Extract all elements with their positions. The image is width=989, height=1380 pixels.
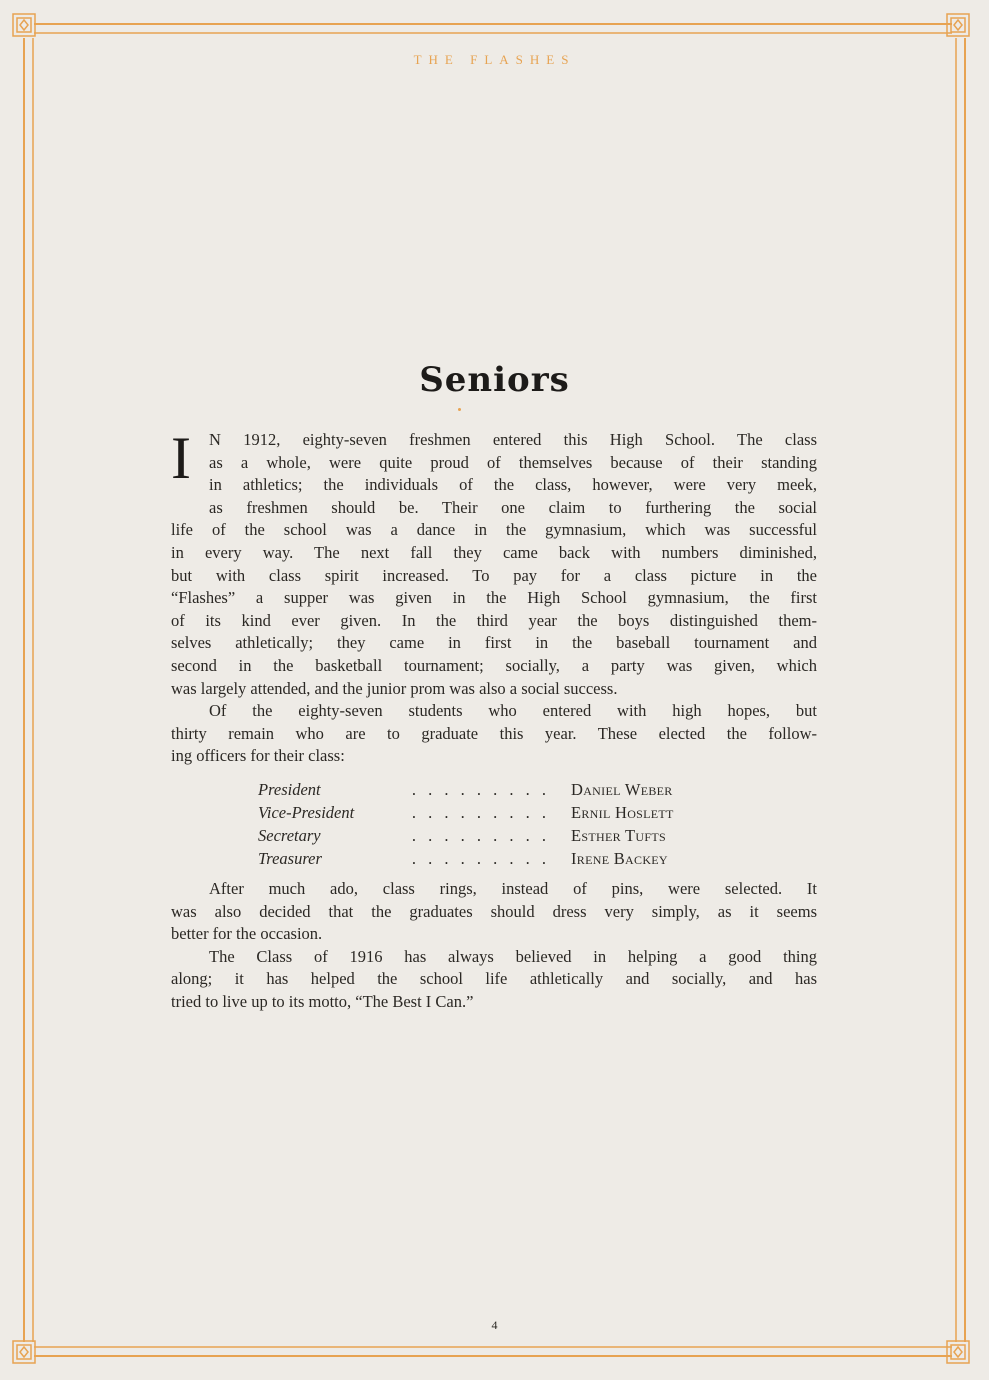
officer-row (258, 778, 718, 801)
leader-dots: . . . . . . . . . (411, 780, 550, 799)
officer-title: Treasurer (258, 849, 322, 868)
drop-cap: I (171, 425, 191, 491)
text-line: in every way. The next fall they came back with numbers diminished, (171, 542, 817, 562)
text-line: tried to live up to its motto, “The Best I Can.” (171, 991, 474, 1011)
text-line: selves athletically; they came in first in the baseball tournament and (171, 633, 817, 653)
corner-ornament-icon (13, 1341, 35, 1363)
text-line: was also decided that the graduates should dress very simply, as it seems (171, 901, 817, 921)
leader-dots: . . . . . . . . . (411, 803, 550, 822)
officer-name: Esther Tufts (571, 826, 666, 845)
corner-ornament-icon (947, 1341, 969, 1363)
text-line: but with class spirit increased. To pay for a class picture in the (171, 565, 817, 585)
page-number: 4 (491, 1318, 498, 1332)
text-line: better for the occasion. (171, 924, 323, 944)
officer-name: Ernil Hoslett (571, 803, 674, 822)
text-line: as freshmen should be. Their one claim to furthering the social (209, 497, 817, 517)
paragraph-intro (171, 425, 817, 768)
officer-title: Secretary (258, 826, 321, 845)
officer-name: Irene Backey (571, 849, 668, 868)
officer-title: Vice-President (258, 803, 355, 822)
text-line: ing officers for their class: (171, 746, 345, 766)
leader-dots: . . . . . . . . . (411, 826, 550, 845)
running-head: THE FLASHES (413, 52, 576, 67)
leader-dots: . . . . . . . . . (411, 849, 550, 868)
text-line: thirty remain who are to graduate this year. These elected the follow- (171, 723, 817, 743)
text-line: of its kind ever given. In the third year the boys distinguished them- (171, 610, 817, 630)
text-line: Of the eighty-seven students who entered with high hopes, but (209, 701, 817, 721)
officer-title: President (258, 780, 321, 799)
officer-row (258, 801, 718, 824)
text-line: life of the school was a dance in the gymnasium, which was successful (171, 520, 817, 540)
officer-row (258, 824, 718, 847)
text-line: in athletics; the individuals of the class, however, were very meek, (209, 475, 817, 495)
paragraph-closing (171, 878, 817, 1014)
text-line: The Class of 1916 has always believed in helping a good thing (209, 946, 817, 966)
corner-ornament-icon (13, 14, 35, 36)
text-line: After much ado, class rings, instead of pins, were selected. It (209, 879, 817, 898)
corner-ornament-icon (947, 14, 969, 36)
officer-row (258, 847, 718, 870)
title-ornament (458, 408, 461, 411)
officer-name: Daniel Weber (571, 780, 673, 799)
page-title: Seniors (419, 360, 570, 400)
text-line: “Flashes” a supper was given in the High School gymnasium, the first (171, 588, 817, 608)
text-line: along; it has helped the school life athletically and socially, and has (171, 969, 817, 989)
text-line: second in the basketball tournament; socially, a party was given, which (171, 655, 817, 675)
text-line: was largely attended, and the junior prom was also a social success. (171, 678, 618, 698)
officers-list (258, 778, 718, 870)
text-line: as a whole, were quite proud of themselves because of their standing (209, 452, 817, 472)
text-line: N 1912, eighty-seven freshmen entered this High School. The class (209, 430, 817, 449)
